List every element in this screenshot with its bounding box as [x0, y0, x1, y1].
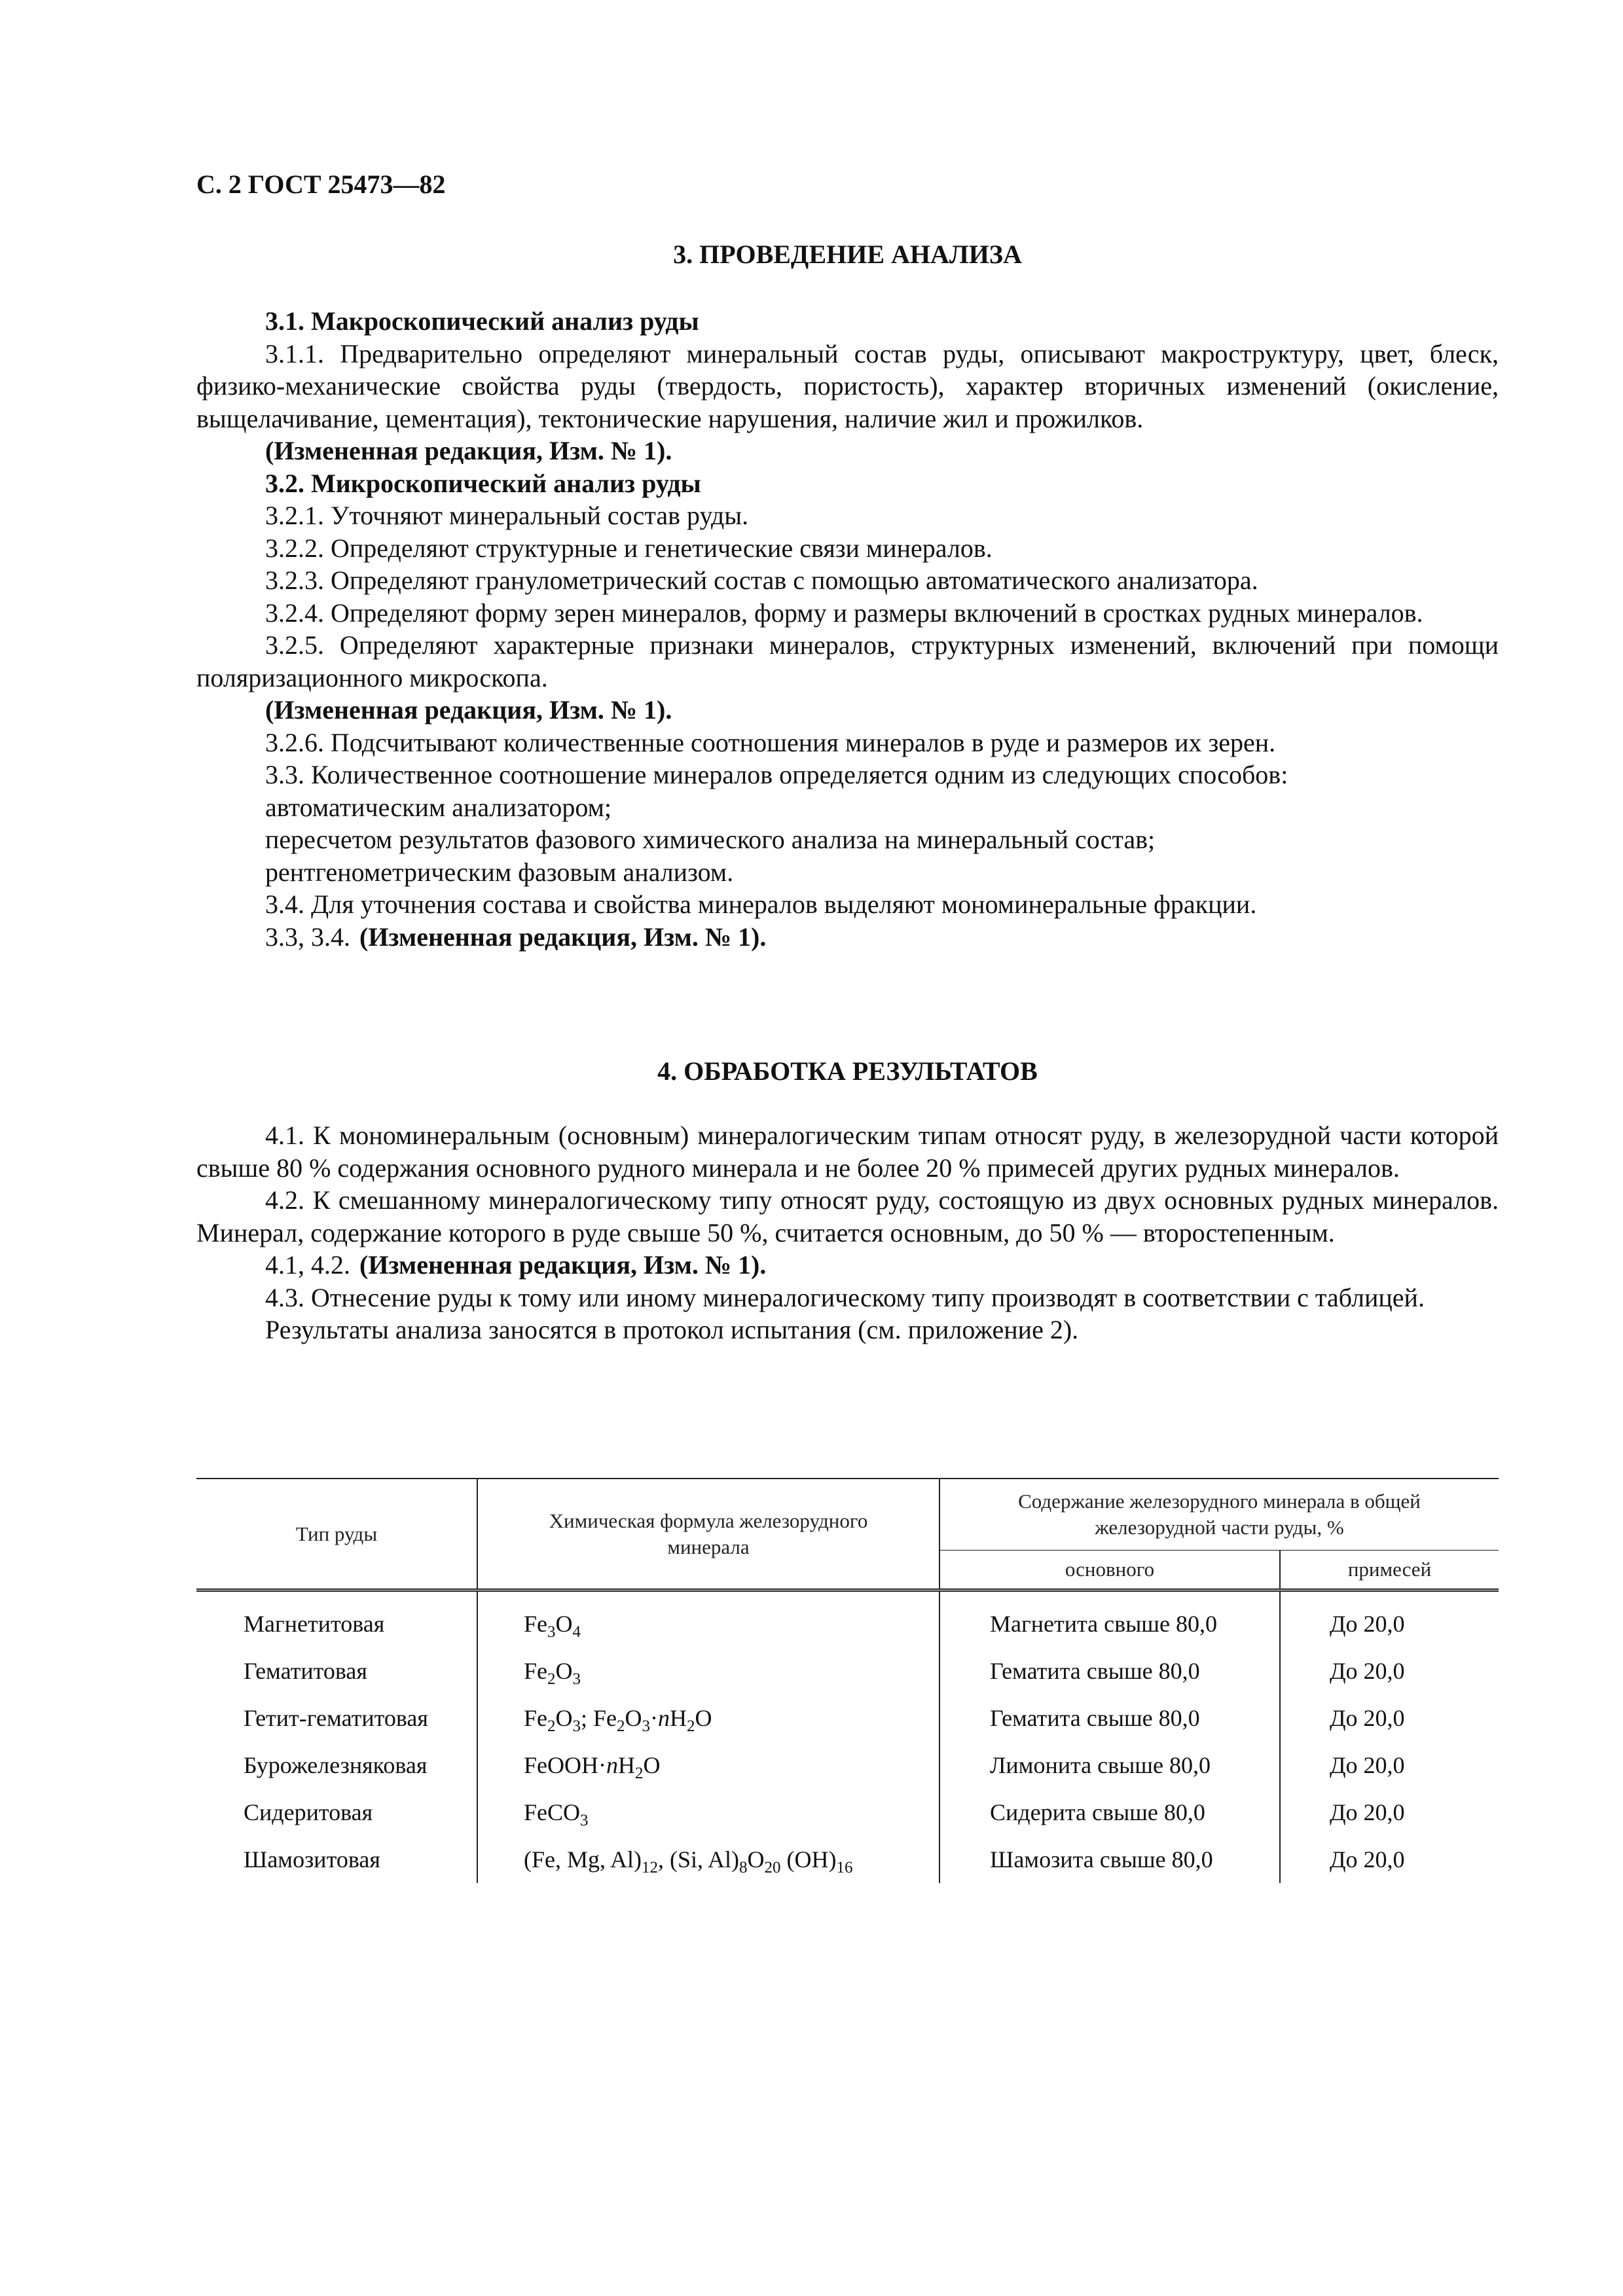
- table-row: [196, 1695, 1499, 1742]
- method-item: рентгенометрическим фазовым анализом.: [265, 857, 734, 887]
- table-row: [196, 1836, 1499, 1883]
- formula-text: O: [643, 1752, 661, 1778]
- column-header-impurity: примесей: [1280, 1551, 1499, 1590]
- amendment-line-3-3-3-4: [196, 921, 1499, 954]
- column-header-formula: Химическая формула железорудного минерала: [477, 1479, 939, 1590]
- method-item: автоматическим анализатором;: [265, 792, 612, 822]
- formula-subscript: 2: [634, 1765, 644, 1782]
- formula-text: (OH): [780, 1846, 837, 1873]
- formula-text: n: [658, 1705, 670, 1731]
- paragraph-4-1: 4.1. К мономинеральным (основным) минералогическим типам относят руду, в железорудной части которой свыше 80 % содержания основного рудного минерала и не более 20 % примесей других рудных минералов.: [196, 1121, 1499, 1183]
- cell-formula: [477, 1789, 939, 1836]
- cell-impurity-content: До 20,0: [1280, 1647, 1499, 1695]
- amendment-prefix: 3.3, 3.4.: [265, 922, 350, 952]
- cell-ore-type: Бурожелезняковая: [244, 1752, 428, 1778]
- cell-main-content: Лимонита свыше 80,0: [939, 1742, 1280, 1789]
- ore-type-table: [196, 1478, 1499, 1883]
- page-header: С. 2 ГОСТ 25473—82: [196, 170, 446, 199]
- cell-formula: [477, 1590, 939, 1648]
- table-row: [196, 1789, 1499, 1836]
- method-item: пересчетом результатов фазового химического анализа на минеральный состав;: [265, 825, 1156, 854]
- formula-text: ·: [650, 1705, 659, 1731]
- cell-ore-type: Гематитовая: [244, 1658, 367, 1684]
- cell-ore-type: Шамозитовая: [244, 1846, 380, 1873]
- formula-subscript: 3: [547, 1623, 556, 1641]
- formula-text: FeOOH·: [524, 1752, 606, 1778]
- formula-text: , (Si, Al): [658, 1846, 740, 1873]
- formula-subscript: 3: [580, 1812, 589, 1829]
- amendment-prefix: 4.1, 4.2.: [265, 1250, 350, 1280]
- formula-subscript: 3: [572, 1717, 581, 1735]
- column-header-type: Тип руды: [196, 1479, 477, 1590]
- cell-formula: [477, 1647, 939, 1695]
- paragraph-3-1-1: 3.1.1. Предварительно определяют минеральный состав руды, описывают макроструктуру, цвет, блеск, физико-механические свойства руды (твердость, пористость), характер вторичных изменений (окисление, выщелачивание, цементация), тектонические нарушения, наличие жил и прожилков.: [196, 338, 1499, 433]
- paragraph-4-2: 4.2. К смешанному минералогическому типу относят руду, состоящую из двух основных рудных минералов. Минерал, содержание которого в руде свыше 50 %, считается основным, до 50 % — второстепенным.: [196, 1185, 1499, 1247]
- cell-ore-type: Магнетитовая: [244, 1611, 385, 1637]
- formula-subscript: 3: [642, 1717, 651, 1735]
- cell-main-content: Шамозита свыше 80,0: [939, 1836, 1280, 1883]
- section-4-body: [196, 1119, 1499, 1346]
- cell-formula: [477, 1742, 939, 1789]
- cell-impurity-content: До 20,0: [1280, 1590, 1499, 1648]
- paragraph-3-4: 3.4. Для уточнения состава и свойства минералов выделяют мономинеральные фракции.: [265, 889, 1257, 919]
- section-3-body: [196, 305, 1499, 953]
- cell-ore-type: Гетит-гематитовая: [244, 1705, 428, 1731]
- cell-impurity-content: До 20,0: [1280, 1695, 1499, 1742]
- formula-subscript: 16: [836, 1859, 853, 1876]
- paragraph-3-2-3: 3.2.3. Определяют гранулометрический состав с помощью автоматического анализатора.: [265, 565, 1258, 595]
- formula-subscript: 8: [739, 1859, 748, 1876]
- subsection-3-1-heading: 3.1. Макроскопический анализ руды: [265, 306, 699, 336]
- cell-impurity-content: До 20,0: [1280, 1789, 1499, 1836]
- formula-subscript: 4: [572, 1623, 581, 1641]
- cell-formula: [477, 1836, 939, 1883]
- cell-main-content: Магнетита свыше 80,0: [939, 1590, 1280, 1648]
- paragraph-3-2-6: 3.2.6. Подсчитывают количественные соотношения минералов в руде и размеров их зерен.: [265, 727, 1276, 757]
- table-body: [196, 1590, 1499, 1884]
- section-4-title: 4. ОБРАБОТКА РЕЗУЛЬТАТОВ: [657, 1056, 1038, 1086]
- column-header-main: основного: [939, 1551, 1280, 1590]
- table-row: [196, 1647, 1499, 1695]
- column-header-content: Содержание железорудного минерала в общей железорудной части руды, %: [939, 1479, 1499, 1551]
- cell-ore-type: Сидеритовая: [244, 1799, 373, 1825]
- formula-text: FeCO: [524, 1799, 581, 1825]
- results-note: Результаты анализа заносятся в протокол испытания (см. приложение 2).: [265, 1315, 1079, 1344]
- cell-impurity-content: До 20,0: [1280, 1836, 1499, 1883]
- formula-text: O: [625, 1705, 642, 1731]
- section-3-title: 3. ПРОВЕДЕНИЕ АНАЛИЗА: [673, 240, 1022, 269]
- amendment-note: (Измененная редакция, Изм. № 1).: [359, 1250, 767, 1280]
- formula-text: H: [670, 1705, 687, 1731]
- cell-impurity-content: До 20,0: [1280, 1742, 1499, 1789]
- cell-main-content: Гематита свыше 80,0: [939, 1647, 1280, 1695]
- formula-text: O: [695, 1705, 712, 1731]
- formula-subscript: 20: [764, 1859, 781, 1876]
- paragraph-4-3: 4.3. Отнесение руды к тому или иному минералогическому типу производят в соответствии с таблицей.: [265, 1282, 1425, 1312]
- formula-text: Fe: [524, 1705, 547, 1731]
- formula-subscript: 2: [547, 1717, 556, 1735]
- paragraph-3-2-4: 3.2.4. Определяют форму зерен минералов, форму и размеры включений в сростках рудных минералов.: [265, 598, 1423, 628]
- formula-text: Fe: [524, 1611, 547, 1637]
- formula-text: n: [606, 1752, 618, 1778]
- cell-formula: [477, 1695, 939, 1742]
- paragraph-3-2-5: 3.2.5. Определяют характерные признаки минералов, структурных изменений, включений при помощи поляризационного микроскопа.: [196, 630, 1499, 692]
- formula-subscript: 3: [572, 1670, 581, 1688]
- formula-text: O: [555, 1658, 573, 1684]
- formula-text: ; Fe: [581, 1705, 617, 1731]
- formula-subscript: 12: [642, 1859, 658, 1876]
- paragraph-3-2-1: 3.2.1. Уточняют минеральный состав руды.: [265, 501, 749, 530]
- formula-subscript: 2: [617, 1717, 625, 1735]
- amendment-line-4-1-4-2: [196, 1249, 1499, 1282]
- formula-text: O: [555, 1611, 573, 1637]
- subsection-3-2-heading: 3.2. Микроскопический анализ руды: [265, 468, 701, 498]
- amendment-note: (Измененная редакция, Изм. № 1).: [265, 695, 672, 725]
- formula-text: O: [555, 1705, 573, 1731]
- formula-text: O: [747, 1846, 765, 1873]
- paragraph-3-2-2: 3.2.2. Определяют структурные и генетические связи минералов.: [265, 533, 993, 563]
- amendment-note: (Измененная редакция, Изм. № 1).: [359, 922, 767, 952]
- amendment-note: (Измененная редакция, Изм. № 1).: [265, 436, 672, 465]
- cell-main-content: Гематита свыше 80,0: [939, 1695, 1280, 1742]
- formula-subscript: 2: [687, 1717, 695, 1735]
- formula-subscript: 2: [547, 1670, 556, 1688]
- formula-text: H: [617, 1752, 635, 1778]
- cell-main-content: Сидерита свыше 80,0: [939, 1789, 1280, 1836]
- paragraph-3-3: 3.3. Количественное соотношение минералов определяется одним из следующих способов:: [265, 760, 1288, 789]
- formula-text: (Fe, Mg, Al): [524, 1846, 642, 1873]
- formula-text: Fe: [524, 1658, 547, 1684]
- table-row: [196, 1742, 1499, 1789]
- table-row: [196, 1590, 1499, 1648]
